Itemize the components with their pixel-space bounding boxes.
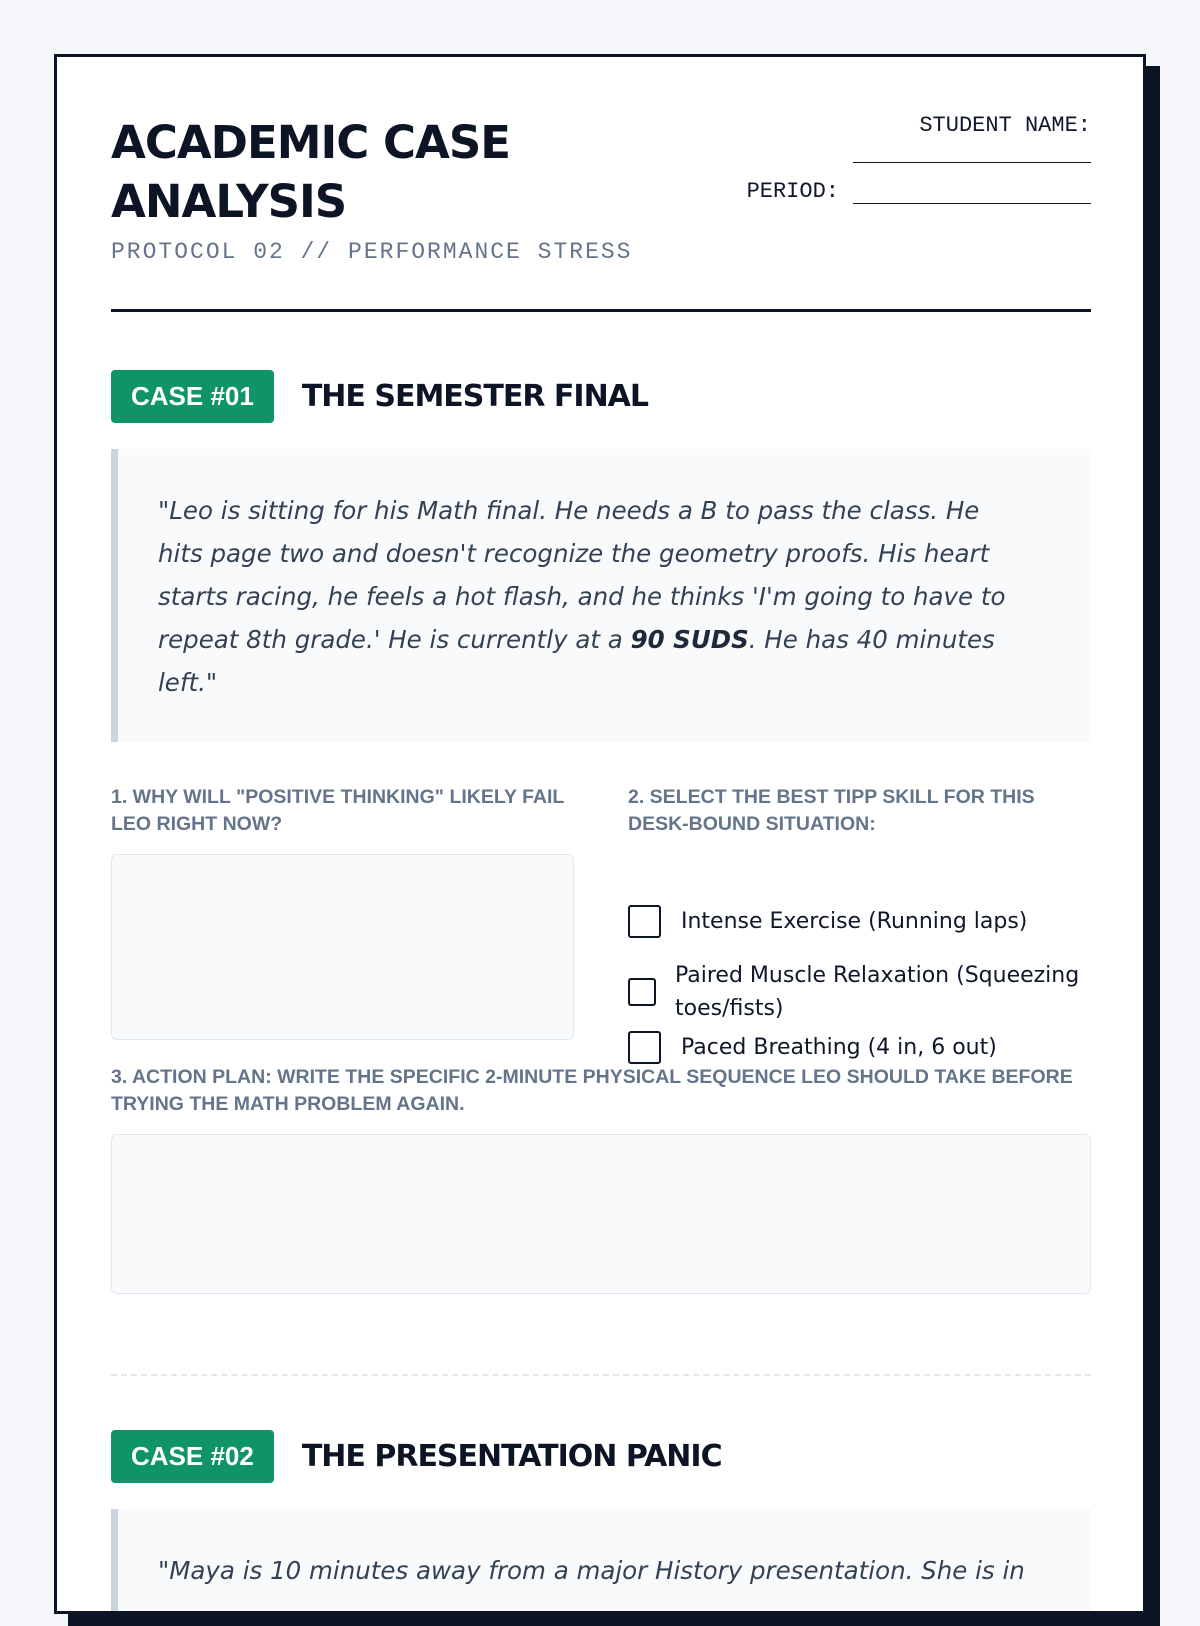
- case-1-badge: CASE #01: [111, 370, 274, 423]
- case-divider: [111, 1374, 1091, 1376]
- case-2-badge: CASE #02: [111, 1430, 274, 1483]
- question-3-label: 3. ACTION PLAN: WRITE THE SPECIFIC 2-MINUTE PHYSICAL SEQUENCE LEO SHOULD TAKE BEFORE TRYING THE MATH PROBLEM AGAIN.: [111, 1066, 1073, 1115]
- case-1-title: THE SEMESTER FINAL: [301, 379, 649, 414]
- student-info: [731, 113, 1091, 204]
- case-2-scenario: [111, 1509, 1091, 1614]
- question-1-answer-box[interactable]: [111, 854, 574, 1040]
- period-field[interactable]: [853, 185, 1091, 204]
- case-2-title: THE PRESENTATION PANIC: [301, 1439, 722, 1474]
- checkbox[interactable]: [628, 1031, 661, 1064]
- option-paced-breathing[interactable]: [628, 1031, 1098, 1064]
- worksheet: [54, 54, 1146, 1614]
- option-label: Intense Exercise (Running laps): [681, 909, 1028, 934]
- case-2-header: [111, 1430, 722, 1483]
- option-paired-muscle-relaxation[interactable]: [628, 959, 1098, 1025]
- student-name-label: STUDENT NAME:: [919, 113, 1091, 138]
- checkbox[interactable]: [628, 978, 656, 1006]
- period-label: PERIOD:: [746, 179, 839, 204]
- question-3-answer-box[interactable]: [111, 1134, 1091, 1294]
- case-1-header: [111, 370, 648, 423]
- case-1-suds-value: 90 SUDS: [630, 625, 749, 654]
- case-2-scenario-text: "Maya is 10 minutes away from a major History presentation. She is in: [158, 1556, 1025, 1585]
- page-title: ACADEMIC CASE ANALYSIS: [111, 116, 510, 228]
- option-intense-exercise[interactable]: [628, 905, 1098, 938]
- checkbox[interactable]: [628, 905, 661, 938]
- case-1-scenario-text: "Leo is sitting for his Math final. He needs a B to pass the class. He hits page two and doesn't recognize the geometry proofs. His heart starts racing, he feels a hot flash, and he thinks 'I'm going to have to repeat 8th grade.' He is currently at a: [158, 496, 1006, 654]
- case-1-scenario-text-end: . He has 40 minutes left.": [158, 625, 995, 697]
- question-2-label: 2. SELECT THE BEST TIPP SKILL FOR THIS DESK-BOUND SITUATION:: [628, 786, 1035, 835]
- case-1-scenario: [111, 449, 1091, 742]
- header-divider: [111, 309, 1091, 312]
- option-label: Paced Breathing (4 in, 6 out): [681, 1035, 997, 1060]
- option-label: Paired Muscle Relaxation (Squeezing toes/fists): [675, 963, 1080, 1021]
- page-subtitle: PROTOCOL 02 // PERFORMANCE STRESS: [111, 239, 633, 265]
- question-1-label: 1. WHY WILL "POSITIVE THINKING" LIKELY FAIL LEO RIGHT NOW?: [111, 786, 564, 835]
- student-name-field[interactable]: [853, 144, 1091, 163]
